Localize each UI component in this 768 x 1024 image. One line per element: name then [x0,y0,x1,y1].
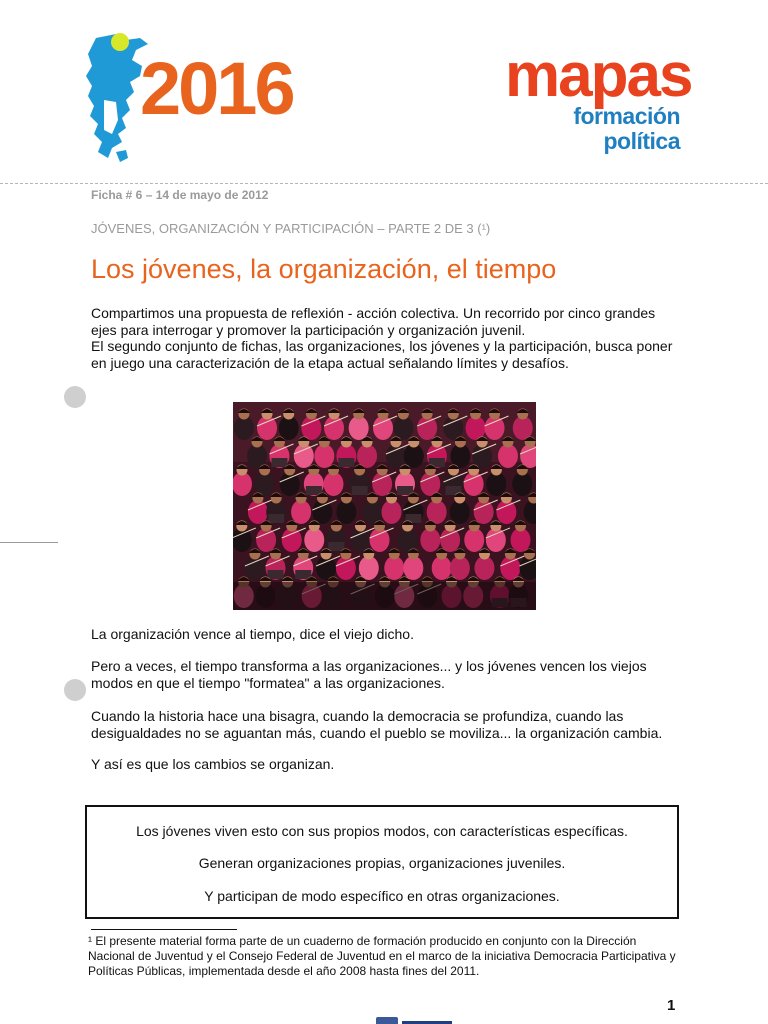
musician [498,444,518,468]
musician [234,416,254,440]
musician [301,416,321,440]
musician [496,500,516,524]
header-divider [0,183,768,184]
musician [485,416,505,440]
musician [324,416,344,440]
intro-paragraph-1: Compartimos una propuesta de reflexión - acción colectiva. Un recorrido por cinco grandes ejes para interrogar y promover la participación y organización juvenil. [91,305,656,338]
musician [336,500,356,524]
musician [357,444,377,468]
music-stand [271,458,287,467]
highlight-box [85,805,679,919]
musician [373,416,393,440]
musician [372,472,392,496]
music-stand [268,514,284,523]
facebook-icon [362,1017,462,1024]
musician [304,528,324,552]
musician [440,528,460,552]
musician [432,556,452,580]
margin-dot [64,386,86,408]
mapas-logo-title: mapas [505,41,692,110]
musician [466,416,486,440]
page-title: Los jóvenes, la organización, el tiempo [91,254,557,284]
musician [386,444,406,468]
musician [500,556,520,580]
musician [427,500,447,524]
musician [280,472,300,496]
j2016-logo [82,30,293,165]
musician [382,500,402,524]
musician [362,500,382,524]
musician [420,528,440,552]
musician [443,416,463,440]
margin-rule [0,542,58,543]
music-stand [338,458,354,467]
musician [291,500,311,524]
musician [393,416,413,440]
series-line: JÓVENES, ORGANIZACIÓN Y PARTICIPACIÓN – PARTE 2 DE 3 (¹) [91,221,491,236]
musician [474,556,494,580]
musician [323,472,343,496]
musician [336,556,356,580]
musician [464,528,484,552]
musician [350,528,370,552]
body-paragraph-1: La organización vence al tiempo, dice el viejo dicho. [91,626,414,642]
musician [398,528,418,552]
body-paragraph-3: Cuando la historia hace una bisagra, cuando la democracia se profundiza, cuando las desigualdades no se aguantan más, cuando el pueblo se moviliza... la organización cambia. [91,708,663,741]
musician [464,472,484,496]
musician [511,528,531,552]
body-paragraph-2: Pero a veces, el tiempo transforma a las organizaciones... y los jóvenes vencen los viejos modos en que el tiempo "formatea" a las organizaciones. [91,658,647,691]
page-number: 1 [667,997,676,1014]
margin-dot [64,679,86,701]
orchestra-photo-graphic [233,402,536,610]
musician [359,556,379,580]
ficha-line: Ficha # 6 – 14 de mayo de 2012 [91,188,269,202]
musician [314,444,334,468]
musician [312,500,332,524]
music-stand [328,542,344,551]
musician [417,416,437,440]
footnote-rule [91,929,237,930]
musician [420,472,440,496]
musician [404,444,424,468]
box-line-2: Generan organizaciones propias, organizaciones juveniles. [198,855,566,871]
musician [474,500,494,524]
musician [294,444,314,468]
musician [403,556,423,580]
musician [245,556,265,580]
box-line-1: Los jóvenes viven esto con sus propios modos, con características específicas. [136,823,628,839]
musician [450,444,470,468]
intro-paragraph-2: El segundo conjunto de fichas, las organizaciones, los jóvenes y la participación, busca poner en juego una caracterización de la etapa actual señalando límites y desafíos. [91,338,673,371]
musician [247,444,267,468]
music-stand [352,486,368,495]
musician [450,556,470,580]
musician [486,472,506,496]
musician [450,500,470,524]
mapas-logo [505,41,692,155]
musician [472,444,492,468]
footnote: ¹ El presente material forma parte de un cuaderno de formación producido en conjunto con la Dirección Nacional de Juventud y el Consejo Federal de Juventud en el marco de la iniciativa Democracia Participativa y Políticas Públicas, implementada desde el año 2008 hasta fines del 2011. [88,934,676,978]
musician [349,416,369,440]
musician [486,528,506,552]
musician [512,472,532,496]
musician [282,528,302,552]
musician [316,556,336,580]
body-paragraph-4: Y así es que los cambios se organizan. [91,756,335,772]
logo-year-text: 2016 [140,47,293,130]
footer-logos [362,1014,462,1024]
musician [279,416,299,440]
box-line-3: Y participan de modo específico en otras organizaciones. [204,888,560,904]
musician [255,472,275,496]
musician [257,416,277,440]
musician [248,500,268,524]
orchestra-photo [233,402,536,610]
mapas-logo-subtitle: formación política [573,102,680,155]
music-stand [268,570,284,579]
musician [370,528,390,552]
musician [384,556,404,580]
musician [513,416,533,440]
musician [256,528,276,552]
